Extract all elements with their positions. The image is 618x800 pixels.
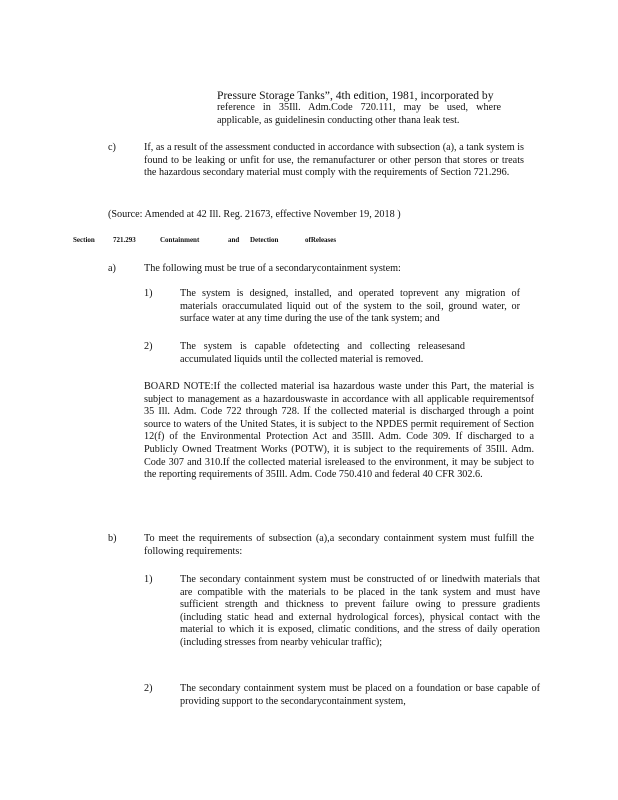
item-b-1-text: The secondary containment system must be constructed of or linedwith materials that are compatible with the materials to be placed in the tank system and must have sufficient strength and thickness to prevent failure owing to pressure gradients (including static head and external hydrological forces), physical contact with the material to which it is exposed, climatic conditions, and the stress of daily operation (including stresses from nearby vehicular traffic);	[180, 574, 540, 648]
item-c-label: c)	[108, 142, 116, 153]
item-a-2-text: The system is capable ofdetecting and collecting releasesand accumulated liquids until the collected material is removed.	[180, 341, 465, 365]
item-a-2-label: 2)	[144, 341, 153, 352]
item-b-label: b)	[108, 533, 117, 544]
item-a-text: The following must be true of a secondarycontainment system:	[144, 263, 401, 274]
item-b-2-label: 2)	[144, 683, 153, 694]
item-a-1-text: The system is designed, installed, and operated toprevent any migration of materials oraccumulated liquid out of the system to the soil, ground water, or surface water at any time during the use of the tank system; and	[180, 288, 520, 325]
item-a-label: a)	[108, 263, 116, 274]
section-title-word-1: Containment	[160, 236, 200, 244]
continuation-first-line: Pressure Storage Tanks”, 4th edition, 1981, incorporated by	[217, 89, 494, 102]
board-note: BOARD NOTE:If the collected material isa hazardous waste under this Part, the material is subject to management as a hazardouswaste in accordance with all applicable requirementsof 35 Ill. Adm. Code 722 through 728. If the collected material is discharged through a point source to waters of the United States, it is subject to the NPDES permit requirement of Section 12(f) of the Environmental Protection Act and 35Ill. Adm. Code 309. If discharged to a Publicly Owned Treatment Works (POTW), it is subject to the requirements of 35Ill. Adm. Code 307 and 310.If the collected material isreleased to the environment, it may be subject to the reporting requirements of 35Ill. Adm. Code 750.410 and federal 40 CFR 302.6.	[144, 381, 534, 481]
section-title-word-2: and	[228, 236, 240, 244]
item-c-text: If, as a result of the assessment conducted in accordance with subsection (a), a tank system is found to be leaking or unfit for use, the remanufacturer or other person that stores or treats the hazardous secondary material must comply with the requirements of Section 721.296.	[144, 142, 524, 179]
section-word: Section	[73, 236, 95, 244]
section-title-word-3: Detection	[250, 236, 279, 244]
item-b-text: To meet the requirements of subsection (a),a secondary containment system must fulfill the following requirements:	[144, 533, 534, 557]
item-b-1-label: 1)	[144, 574, 153, 585]
item-b-2-text: The secondary containment system must be placed on a foundation or base capable of providing support to the secondarycontainment system,	[180, 683, 540, 707]
item-a-1-label: 1)	[144, 288, 153, 299]
section-title-word-4: ofReleases	[305, 236, 337, 244]
source-note: (Source: Amended at 42 Ill. Reg. 21673, effective November 19, 2018 )	[108, 209, 401, 220]
section-number: 721.293	[113, 236, 136, 244]
section-heading	[73, 236, 543, 248]
continuation-text: reference in 35Ill. Adm.Code 720.111, may be used, where applicable, as guidelinesin conducting other thana leak test.	[217, 102, 501, 126]
